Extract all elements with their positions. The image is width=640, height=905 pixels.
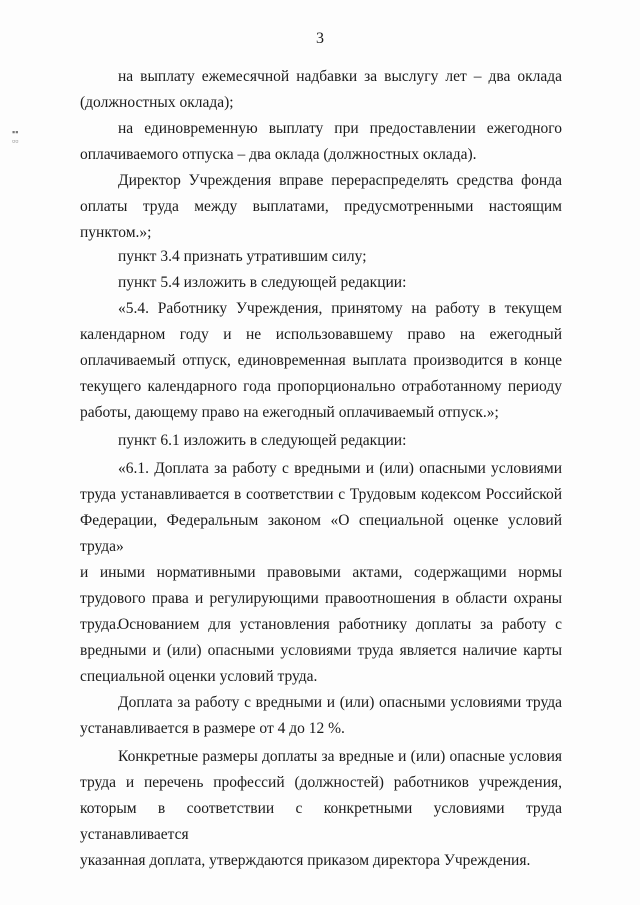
paragraph-line: устанавливается в размере от 4 до 12 %. xyxy=(80,720,345,737)
paragraph-line: текущего календарного года пропорционально отработанному периоду xyxy=(80,378,562,395)
paragraph-line: на единовременную выплату при предоставлении ежегодного xyxy=(118,120,562,137)
paragraph-7 xyxy=(80,428,562,454)
paragraph-3 xyxy=(80,168,562,246)
paragraph-line: пункт 5.4 изложить в следующей редакции: xyxy=(118,274,407,291)
paragraph-line: работы, дающему право на ежегодный оплачиваемый отпуск.»; xyxy=(80,404,499,421)
scan-mark: ▪▪ ▫▫ xyxy=(12,127,19,146)
paragraph-line: Конкретные размеры доплаты за вредные и (или) опасные условия xyxy=(118,748,562,765)
paragraph-line: которым в соответствии с конкретными условиями труда устанавливается xyxy=(80,800,562,843)
paragraph-line: труда. xyxy=(80,616,120,633)
paragraph-line: труда устанавливается в соответствии с Трудовым кодексом Российской xyxy=(80,486,562,503)
paragraph-6 xyxy=(80,296,562,426)
paragraph-4 xyxy=(80,244,562,270)
paragraph-line: оплачиваемый отпуск, единовременная выплата производится в конце xyxy=(80,352,562,369)
paragraph-9 xyxy=(80,612,562,690)
paragraph-8 xyxy=(80,456,562,638)
paragraph-line: Директор Учреждения вправе перераспределять средства фонда xyxy=(118,172,562,189)
paragraph-line: Основанием для установления работнику доплаты за работу с xyxy=(118,616,562,633)
paragraph-5 xyxy=(80,270,562,296)
paragraph-line: оплачиваемого отпуска – два оклада (должностных оклада). xyxy=(80,146,477,163)
paragraph-line: Доплата за работу с вредными и (или) опасными условиями труда xyxy=(118,694,562,711)
paragraph-line: «5.4. Работнику Учреждения, принятому на работу в текущем xyxy=(118,300,562,317)
paragraph-line: труда и перечень профессий (должностей) работников учреждения, xyxy=(80,774,562,791)
paragraph-line: трудового права и регулирующими правоотношения в области охраны xyxy=(80,590,562,607)
paragraph-line: пунктом.»; xyxy=(80,224,152,241)
paragraph-line: «6.1. Доплата за работу с вредными и (или) опасными условиями xyxy=(118,460,562,477)
paragraph-line: календарном году и не использовавшему право на ежегодный xyxy=(80,326,562,343)
paragraph-line: (должностных оклада); xyxy=(80,94,234,111)
page-number: 3 xyxy=(316,30,324,47)
paragraph-2 xyxy=(80,116,562,168)
paragraph-line: пункт 6.1 изложить в следующей редакции: xyxy=(118,432,407,449)
paragraph-line: специальной оценки условий труда. xyxy=(80,668,318,685)
paragraph-line: на выплату ежемесячной надбавки за выслугу лет – два оклада xyxy=(118,68,562,85)
paragraph-10 xyxy=(80,690,562,742)
paragraph-line: и иными нормативными правовыми актами, содержащими нормы xyxy=(80,564,562,581)
paragraph-11 xyxy=(80,744,562,874)
paragraph-line: оплаты труда между выплатами, предусмотренными настоящим xyxy=(80,198,562,215)
paragraph-line: Федерации, Федеральным законом «О специальной оценке условий труда» xyxy=(80,512,562,555)
paragraph-line: указанная доплата, утверждаются приказом директора Учреждения. xyxy=(80,852,531,869)
paragraph-1 xyxy=(80,64,562,116)
paragraph-line: вредными и (или) опасными условиями труда является наличие карты xyxy=(80,642,562,659)
paragraph-line: пункт 3.4 признать утратившим силу; xyxy=(118,248,367,265)
